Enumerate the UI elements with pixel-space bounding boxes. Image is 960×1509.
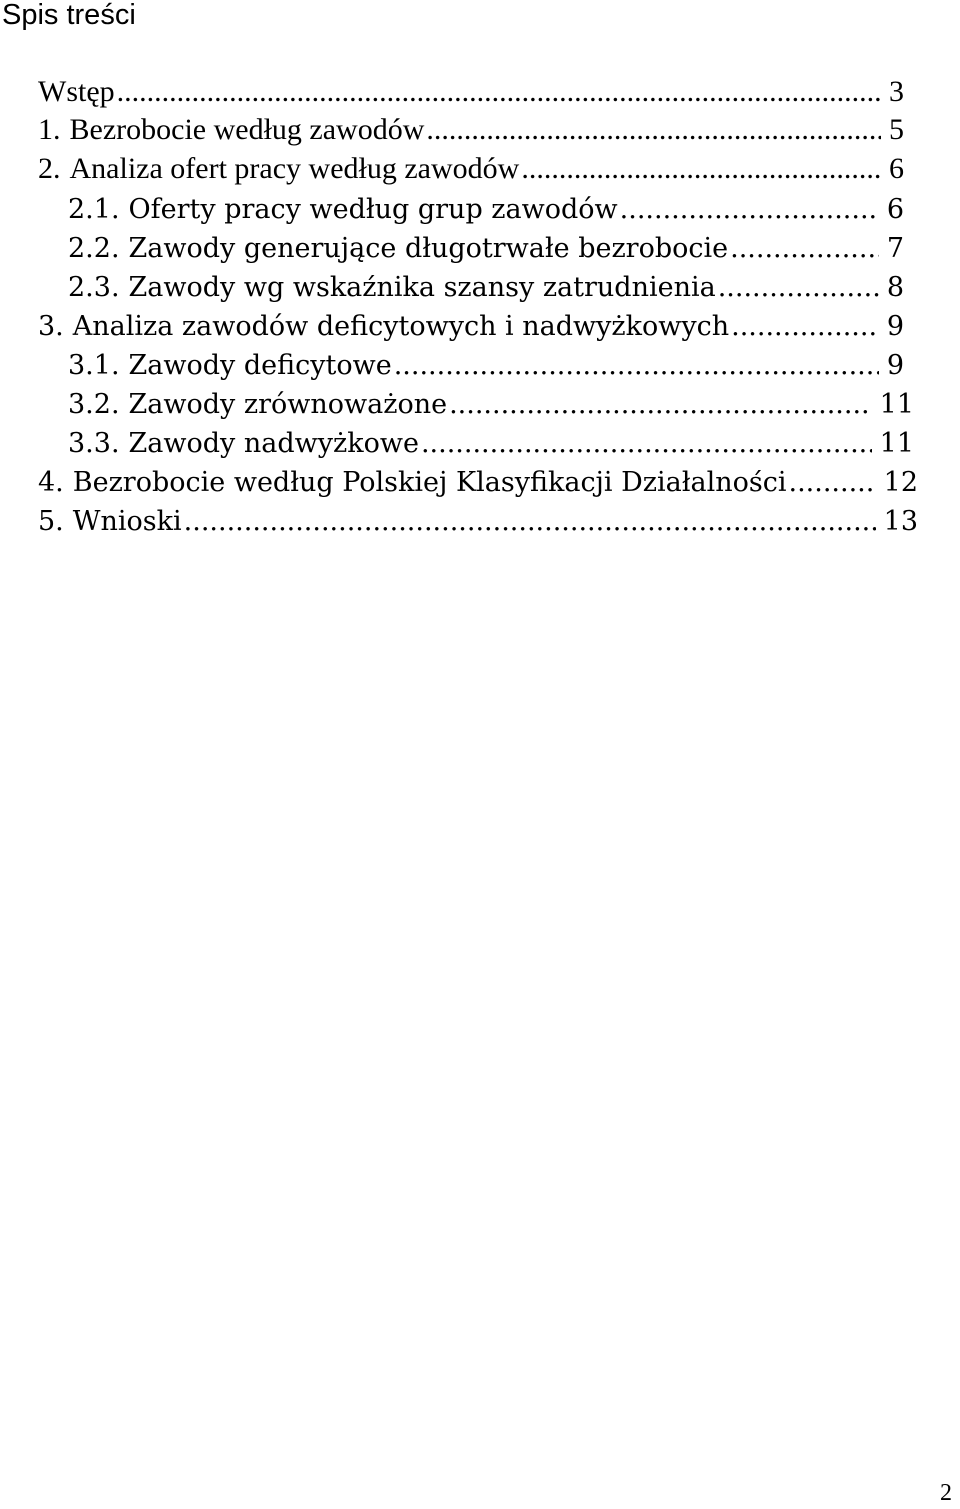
toc-entry-page: 6	[889, 152, 904, 185]
toc-entry-page: 7	[886, 233, 904, 264]
toc-entry-3-2[interactable]	[68, 386, 914, 424]
toc-entry-title: Oferty pracy według grup zawodów	[128, 194, 618, 225]
table-of-contents	[0, 0, 960, 560]
toc-entry-title: Bezrobocie według zawodów	[69, 113, 425, 146]
toc-entry-number: 2.	[38, 152, 61, 185]
toc-entry-title: Zawody deficytowe	[128, 350, 392, 381]
toc-leader-dots	[184, 503, 876, 541]
toc-entry-number: 4.	[38, 467, 64, 498]
toc-entry-3-3[interactable]	[68, 425, 914, 463]
toc-entry-title: Analiza zawodów deficytowych i nadwyżkowych	[72, 311, 730, 342]
toc-entry-number: 3.3.	[68, 428, 120, 459]
toc-entry-number: 2.1.	[68, 194, 120, 225]
toc-leader-dots	[730, 230, 879, 268]
toc-entry-title: Wnioski	[72, 506, 182, 537]
toc-entry-page: 9	[886, 311, 904, 342]
toc-leader-dots	[117, 73, 881, 111]
toc-leader-dots	[449, 386, 872, 424]
toc-entry-title: Zawody wg wskaźnika szansy zatrudnienia	[128, 272, 716, 303]
toc-leader-dots	[426, 111, 881, 149]
toc-leader-dots	[421, 425, 872, 463]
toc-leader-dots	[394, 347, 879, 385]
toc-leader-dots	[718, 269, 879, 307]
toc-entry-page: 5	[889, 113, 904, 146]
page-number: 2	[940, 1480, 952, 1506]
toc-entry-title: Zawody generujące długotrwałe bezrobocie	[128, 233, 729, 264]
toc-entry-2-1[interactable]	[68, 191, 904, 229]
toc-leader-dots	[521, 150, 881, 188]
toc-entry-title: Zawody zrównoważone	[128, 389, 448, 420]
toc-entry-number: 1.	[38, 113, 61, 146]
toc-entry-title: Bezrobocie według Polskiej Klasyfikacji Działalności	[72, 467, 787, 498]
toc-leader-dots	[789, 464, 876, 502]
toc-leader-dots	[731, 308, 879, 346]
toc-entry-page: 3	[889, 75, 904, 108]
toc-entry-2[interactable]	[38, 150, 904, 188]
toc-entry-number: 2.3.	[68, 272, 120, 303]
toc-entry-3[interactable]	[38, 308, 904, 346]
toc-entry-page: 12	[883, 467, 918, 498]
toc-entry-page: 13	[883, 506, 918, 537]
toc-entry-number: 2.2.	[68, 233, 120, 264]
toc-entry-title: Analiza ofert pracy według zawodów	[69, 152, 520, 185]
toc-entry-3-1[interactable]	[68, 347, 904, 385]
toc-entry-page: 11	[879, 428, 914, 459]
toc-entry-intro[interactable]	[38, 73, 904, 111]
toc-entry-title: Zawody nadwyżkowe	[128, 428, 419, 459]
toc-entry-title: Wstęp	[38, 75, 115, 108]
toc-entry-1[interactable]	[38, 111, 904, 149]
toc-entry-page: 6	[886, 194, 904, 225]
toc-entry-2-2[interactable]	[68, 230, 904, 268]
toc-entry-page: 8	[886, 272, 904, 303]
toc-entry-4[interactable]	[38, 464, 918, 502]
page-title: Spis treści	[2, 0, 136, 31]
toc-entry-number: 3.	[38, 311, 64, 342]
toc-entry-number: 3.2.	[68, 389, 120, 420]
toc-entry-5[interactable]	[38, 503, 918, 541]
toc-entry-page: 11	[879, 389, 914, 420]
toc-entry-2-3[interactable]	[68, 269, 904, 307]
toc-entry-number: 5.	[38, 506, 64, 537]
toc-leader-dots	[620, 191, 879, 229]
toc-entry-number: 3.1.	[68, 350, 120, 381]
toc-entry-page: 9	[886, 350, 904, 381]
